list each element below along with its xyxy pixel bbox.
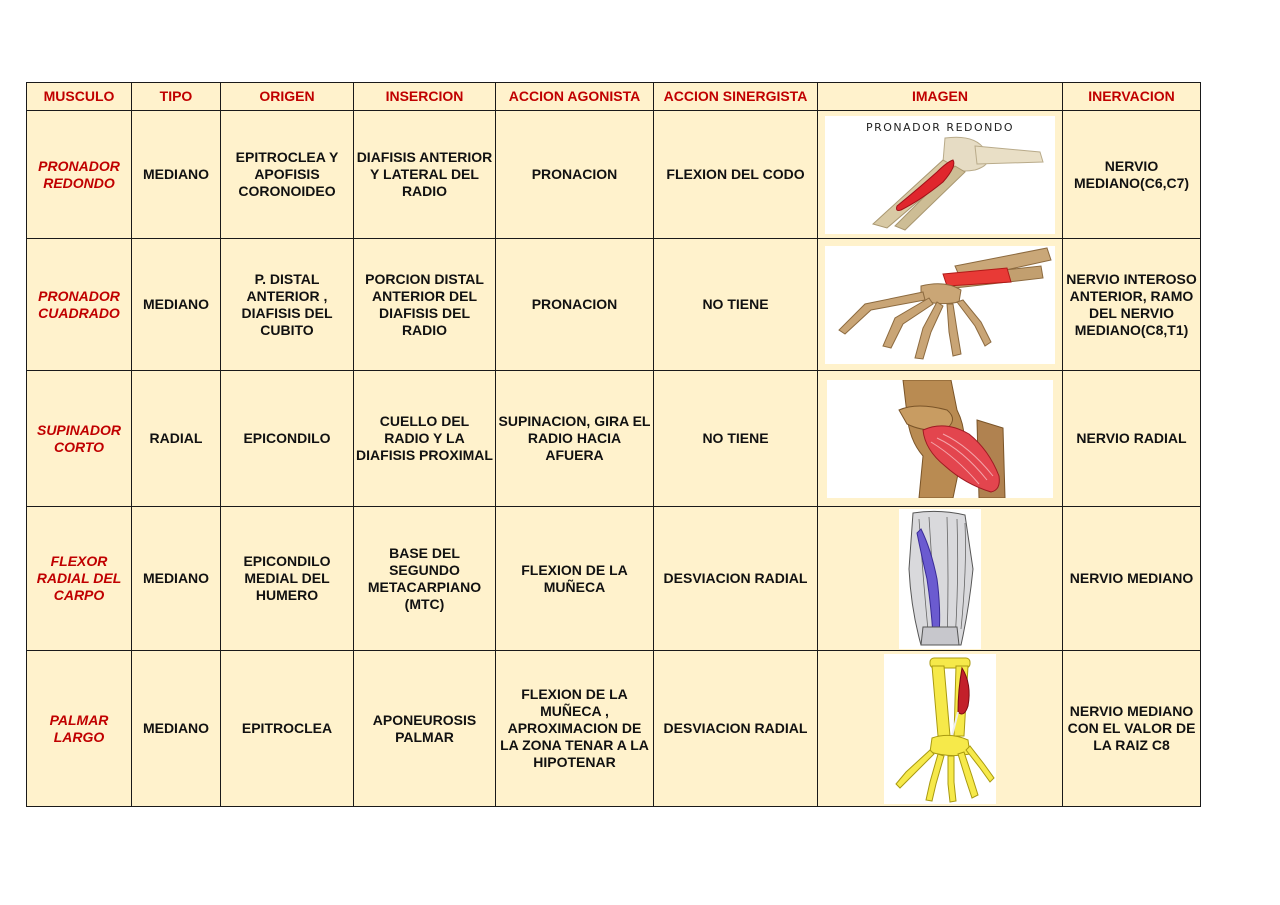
musculo-cell: PRONADOR CUADRADO [27,239,132,371]
musculo-cell: FLEXOR RADIAL DEL CARPO [27,507,132,651]
imagen-cell [818,371,1063,507]
header-row [27,83,1201,111]
origen-cell: EPICONDILO [221,371,354,507]
header-accion-sinergista: ACCION SINERGISTA [654,83,818,111]
header-tipo: TIPO [132,83,221,111]
elbow-pronator-illustration [825,116,1055,234]
imagen-cell [818,111,1063,239]
origen-cell: EPITROCLEA Y APOFISIS CORONOIDEO [221,111,354,239]
musculo-cell: PRONADOR REDONDO [27,111,132,239]
tipo-cell: MEDIANO [132,239,221,371]
sinergista-cell: FLEXION DEL CODO [654,111,818,239]
header-inervacion: INERVACION [1063,83,1201,111]
table-row [27,239,1201,371]
table-row [27,111,1201,239]
agonista-cell: FLEXION DE LA MUÑECA , APROXIMACION DE LA ZONA TENAR A LA HIPOTENAR [496,651,654,807]
insercion-cell: BASE DEL SEGUNDO METACARPIANO (MTC) [354,507,496,651]
imagen-cell [818,507,1063,651]
header-origen: ORIGEN [221,83,354,111]
agonista-cell: PRONACION [496,111,654,239]
muscle-table-sheet [26,82,1200,807]
imagen-cell [818,239,1063,371]
table-row [27,371,1201,507]
forearm-muscles-illustration [899,509,981,649]
imagen-cell [818,651,1063,807]
musculo-cell: PALMAR LARGO [27,651,132,807]
agonista-cell: FLEXION DE LA MUÑECA [496,507,654,651]
sinergista-cell: NO TIENE [654,239,818,371]
supinator-illustration [827,380,1053,498]
muscle-table [26,82,1201,807]
insercion-cell: DIAFISIS ANTERIOR Y LATERAL DEL RADIO [354,111,496,239]
origen-cell: EPITROCLEA [221,651,354,807]
table-row [27,651,1201,807]
image-caption: PRONADOR REDONDO [865,120,1015,134]
inervacion-cell: NERVIO RADIAL [1063,371,1201,507]
sinergista-cell: DESVIACION RADIAL [654,507,818,651]
insercion-cell: APONEUROSIS PALMAR [354,651,496,807]
agonista-cell: PRONACION [496,239,654,371]
origen-cell: P. DISTAL ANTERIOR , DIAFISIS DEL CUBITO [221,239,354,371]
tipo-cell: MEDIANO [132,651,221,807]
inervacion-cell: NERVIO INTEROSO ANTERIOR, RAMO DEL NERVIO MEDIANO(C8,T1) [1063,239,1201,371]
header-musculo: MUSCULO [27,83,132,111]
agonista-cell: SUPINACION, GIRA EL RADIO HACIA AFUERA [496,371,654,507]
insercion-cell: PORCION DISTAL ANTERIOR DEL DIAFISIS DEL RADIO [354,239,496,371]
insercion-cell: CUELLO DEL RADIO Y LA DIAFISIS PROXIMAL [354,371,496,507]
inervacion-cell: NERVIO MEDIANO [1063,507,1201,651]
hand-skeleton-illustration [825,246,1055,364]
sinergista-cell: NO TIENE [654,371,818,507]
table-row [27,507,1201,651]
tipo-cell: MEDIANO [132,507,221,651]
header-accion-agonista: ACCION AGONISTA [496,83,654,111]
inervacion-cell: NERVIO MEDIANO(C6,C7) [1063,111,1201,239]
header-insercion: INSERCION [354,83,496,111]
inervacion-cell: NERVIO MEDIANO CON EL VALOR DE LA RAIZ C8 [1063,651,1201,807]
musculo-cell: SUPINADOR CORTO [27,371,132,507]
palmaris-skeleton-illustration [884,654,996,804]
header-imagen: IMAGEN [818,83,1063,111]
tipo-cell: RADIAL [132,371,221,507]
tipo-cell: MEDIANO [132,111,221,239]
origen-cell: EPICONDILO MEDIAL DEL HUMERO [221,507,354,651]
sinergista-cell: DESVIACION RADIAL [654,651,818,807]
